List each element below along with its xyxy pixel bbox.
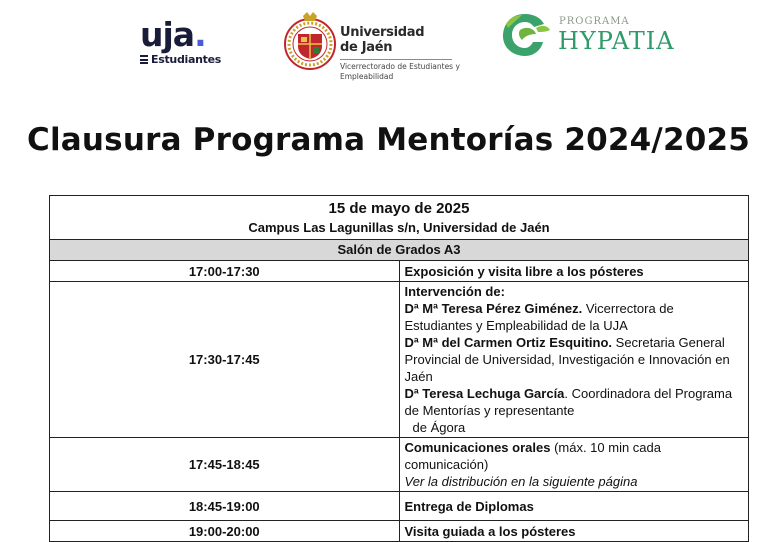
activity-title: Comunicaciones orales — [404, 440, 551, 455]
ujaen-department — [340, 62, 465, 82]
activity-cell: Visita guiada a los pósteres — [399, 521, 749, 542]
time-cell: 19:00-20:00 — [50, 521, 400, 542]
uja-estudiantes-logo — [140, 15, 230, 66]
page-title: Clausura Programa Mentorías 2024/2025 — [27, 122, 751, 158]
activity-italic-note: Ver la distribución en la siguiente página — [404, 474, 638, 489]
speaker-item — [405, 334, 744, 385]
speaker-name: Dª Mª Teresa Pérez Giménez. — [404, 301, 583, 316]
event-place: Campus Las Lagunillas s/n, Universidad de Jaén — [248, 220, 550, 235]
ujaen-dept-line2: Empleabilidad — [340, 72, 394, 81]
speaker-role: . Coordinadora del Programa de Mentorías y representante — [404, 386, 733, 418]
activity-line — [405, 439, 744, 473]
uja-logo-sub — [140, 53, 230, 66]
hypatia-leaf-icon — [500, 10, 556, 60]
ujaen-dept-line1: Vicerrectorado de Estudiantes y — [340, 62, 460, 71]
universidad-jaen-logo — [283, 8, 463, 88]
equals-bars-icon — [140, 55, 148, 64]
table-row — [50, 282, 749, 438]
speaker-name: Dª Mª del Carmen Ortiz Esquitino. — [404, 335, 613, 350]
table-row — [50, 521, 749, 542]
activity-cell: Exposición y visita libre a los pósteres — [399, 261, 749, 282]
hypatia-name: HYPATIA — [558, 27, 675, 55]
hypatia-logo — [500, 10, 680, 60]
ujaen-name — [340, 25, 424, 55]
hypatia-prefix: PROGRAMA — [559, 16, 630, 27]
uja-word-text: uja — [140, 15, 195, 54]
time-cell: 18:45-19:00 — [50, 492, 400, 521]
uja-sub-text: Estudiantes — [151, 53, 222, 66]
schedule-table — [49, 195, 749, 542]
header-row — [50, 196, 749, 240]
speakers-heading: Intervención de: — [404, 284, 505, 299]
uja-dot: . — [194, 15, 206, 54]
room-row — [50, 240, 749, 261]
activity-cell: Entrega de Diplomas — [399, 492, 749, 521]
activity-cell — [399, 438, 749, 492]
event-date: 15 de mayo de 2025 — [328, 200, 470, 217]
time-cell: 17:45-18:45 — [50, 438, 400, 492]
uja-logo-word — [140, 15, 230, 54]
activity-note: (máx. 10 min cada comunicación) — [404, 440, 661, 472]
table-row — [50, 261, 749, 282]
time-cell: 17:00-17:30 — [50, 261, 400, 282]
speaker-item — [405, 300, 744, 334]
activity-cell — [399, 282, 749, 438]
university-seal-icon — [283, 8, 339, 78]
time-cell: 17:30-17:45 — [50, 282, 400, 438]
ujaen-name-line2: de Jaén — [340, 40, 393, 55]
header-cell — [50, 196, 749, 240]
ujaen-name-line1: Universidad — [340, 25, 425, 40]
logo-bar — [0, 0, 770, 100]
speaker-role: Secretaria General Provincial de Universidad, Investigación e Innovación en Jaén — [404, 335, 730, 384]
speaker-role-continued: de Ágora — [412, 420, 466, 435]
ujaen-divider — [340, 59, 452, 60]
speaker-item — [405, 385, 744, 419]
speaker-name: Dª Teresa Lechuga García — [404, 386, 565, 401]
event-room: Salón de Grados A3 — [50, 240, 749, 261]
table-row — [50, 438, 749, 492]
speaker-role: Vicerrectora de Estudiantes y Empleabilidad de la UJA — [404, 301, 674, 333]
